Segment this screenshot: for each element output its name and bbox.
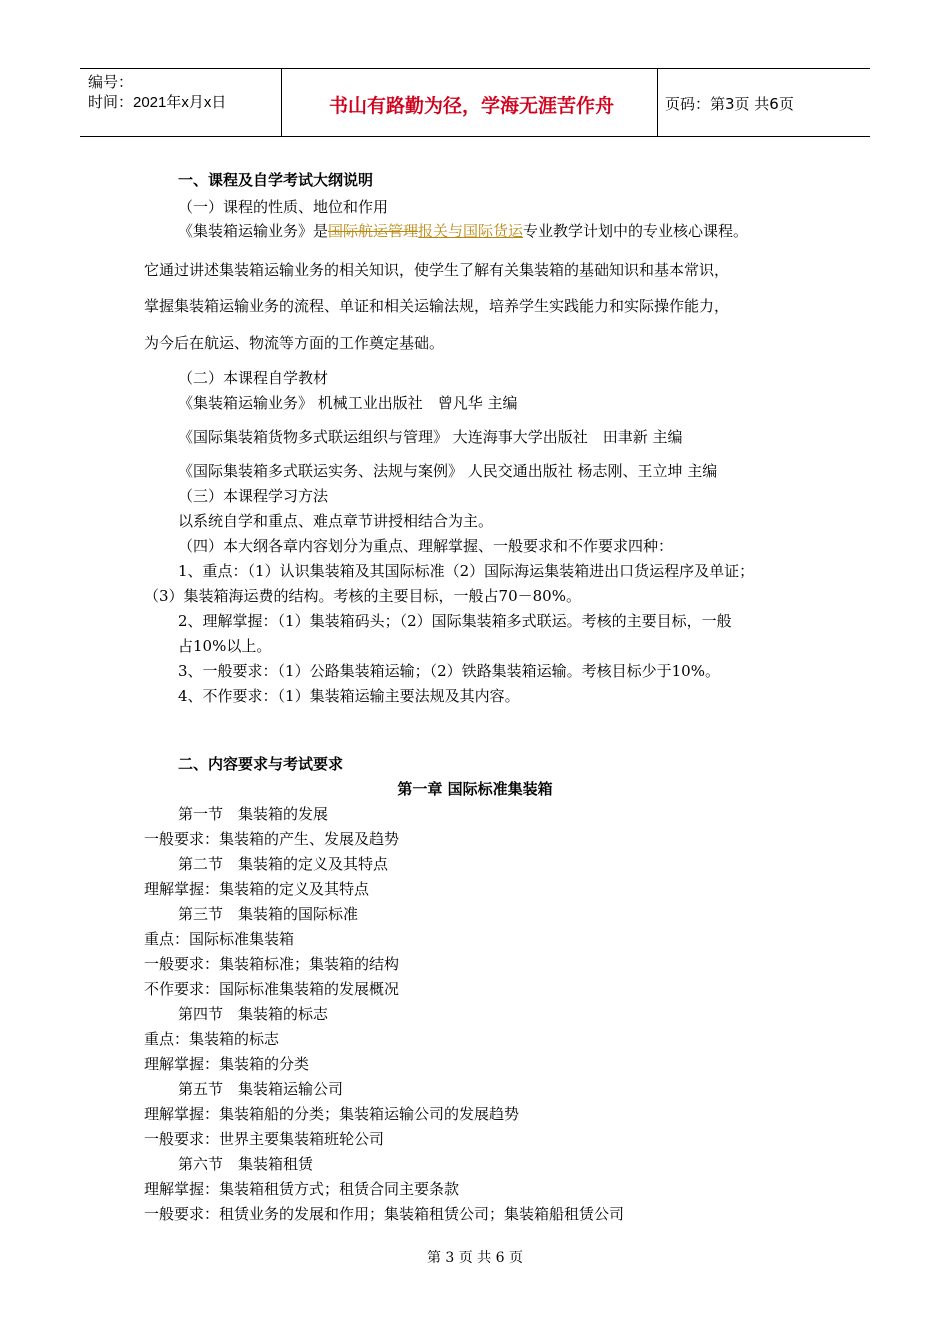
requirement-line: 理解掌握：集装箱船的分类；集装箱运输公司的发展趋势 <box>144 1105 520 1123</box>
subsection-heading: （一）课程的性质、地位和作用 <box>178 198 389 216</box>
header-motto: 书山有路勤为径，学海无涯苦作舟 <box>328 95 614 117</box>
requirement-line: 理解掌握：集装箱的定义及其特点 <box>144 880 370 898</box>
requirement-line: 重点：集装箱的标志 <box>144 1030 280 1048</box>
requirement-line: 一般要求：租赁业务的发展和作用；集装箱租赁公司；集装箱船租赁公司 <box>144 1205 625 1223</box>
paragraph-line: 以系统自学和重点、难点章节讲授相结合为主。 <box>178 512 494 530</box>
text: 《集装箱运输业务》是 <box>178 222 329 240</box>
paragraph-line: 掌握集装箱运输业务的流程、单证和相关运输法规，培养学生实践能力和实际操作能力， <box>144 297 730 315</box>
deleted-text: 国际航运管理 <box>328 222 419 240</box>
paragraph-line <box>178 222 748 240</box>
header-divider <box>281 69 282 136</box>
requirement-line: 理解掌握：集装箱租赁方式；租赁合同主要条款 <box>144 1180 460 1198</box>
subsection-heading: （四）本大纲各章内容划分为重点、理解掌握、一般要求和不作要求四种： <box>178 537 674 555</box>
list-item: （3）集装箱海运费的结构。考核的主要目标，一般占70－80%。 <box>144 587 581 605</box>
list-item: 1、重点：（1）认识集装箱及其国际标准（2）国际海运集装箱进出口货运程序及单证； <box>178 562 755 580</box>
textbook-item: 《国际集装箱货物多式联运组织与管理》 大连海事大学出版社 田聿新 主编 <box>178 428 683 446</box>
header-page-label: 页码：第3页 共6页 <box>665 95 794 113</box>
requirement-line: 一般要求：集装箱的产生、发展及趋势 <box>144 830 400 848</box>
header-meta <box>88 73 226 113</box>
section-heading: 第四节 集装箱的标志 <box>178 1005 329 1023</box>
section-heading: 第二节 集装箱的定义及其特点 <box>178 855 389 873</box>
requirement-line: 理解掌握：集装箱的分类 <box>144 1055 310 1073</box>
section2-title: 二、内容要求与考试要求 <box>178 755 344 773</box>
number-label: 编号： <box>88 74 134 91</box>
list-item: 占10%以上。 <box>178 637 272 655</box>
page-header <box>80 68 870 137</box>
paragraph-line: 为今后在航运、物流等方面的工作奠定基础。 <box>144 334 445 352</box>
paragraph-line: 它通过讲述集装箱运输业务的相关知识，使学生了解有关集装箱的基础知识和基本常识， <box>144 261 730 279</box>
section-heading: 第六节 集装箱租赁 <box>178 1155 314 1173</box>
requirement-line: 不作要求：国际标准集装箱的发展概况 <box>144 980 400 998</box>
header-divider <box>657 69 658 136</box>
requirement-line: 一般要求：集装箱标准；集装箱的结构 <box>144 955 400 973</box>
list-item: 2、理解掌握：（1）集装箱码头；（2）国际集装箱多式联运。考核的主要目标，一般 <box>178 612 732 630</box>
section1-title: 一、课程及自学考试大纲说明 <box>178 171 374 189</box>
list-item: 3、一般要求：（1）公路集装箱运输；（2）铁路集装箱运输。考核目标少于10%。 <box>178 662 720 680</box>
section-heading: 第三节 集装箱的国际标准 <box>178 905 359 923</box>
page-footer: 第 3 页 共 6 页 <box>426 1250 524 1266</box>
subsection-heading: （二）本课程自学教材 <box>178 369 329 387</box>
inserted-text: 报关与国际货运 <box>418 222 524 240</box>
text: 专业教学计划中的专业核心课程。 <box>523 222 749 240</box>
requirement-line: 一般要求：世界主要集装箱班轮公司 <box>144 1130 385 1148</box>
section-heading: 第五节 集装箱运输公司 <box>178 1080 344 1098</box>
list-item: 4、不作要求：（1）集装箱运输主要法规及其内容。 <box>178 687 520 705</box>
section-heading: 第一节 集装箱的发展 <box>178 805 329 823</box>
textbook-item: 《集装箱运输业务》 机械工业出版社 曾凡华 主编 <box>178 394 518 412</box>
chapter-title: 第一章 国际标准集装箱 <box>397 780 553 798</box>
textbook-item: 《国际集装箱多式联运实务、法规与案例》 人民交通出版社 杨志刚、王立坤 主编 <box>178 462 718 480</box>
date-label: 时间：2021年x月x日 <box>88 94 227 111</box>
requirement-line: 重点：国际标准集装箱 <box>144 930 295 948</box>
subsection-heading: （三）本课程学习方法 <box>178 487 329 505</box>
